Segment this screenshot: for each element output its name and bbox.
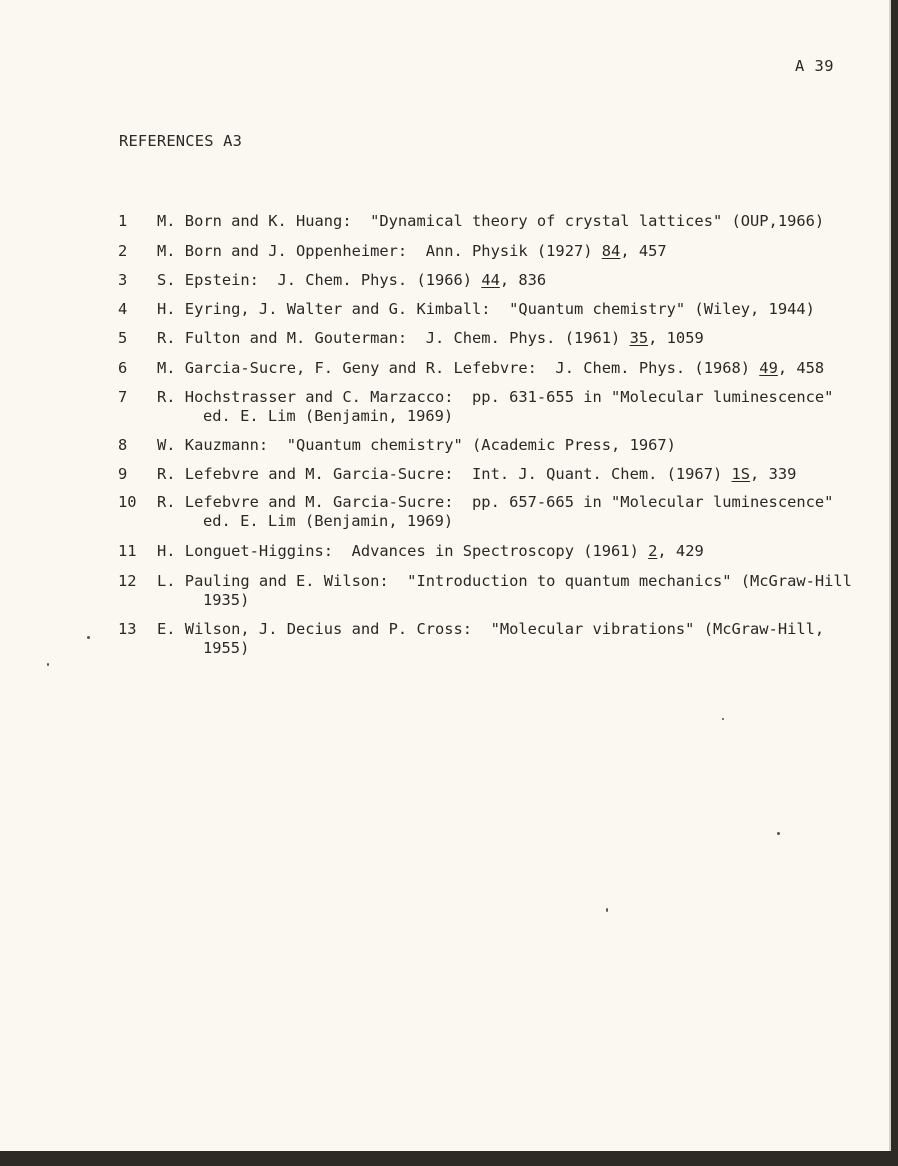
reference-line: R. Fulton and M. Gouterman: J. Chem. Phys. (1961) 35, 1059 [157, 329, 704, 347]
reference-line: S. Epstein: J. Chem. Phys. (1966) 44, 836 [157, 271, 547, 289]
reference-number: 13 [118, 620, 137, 638]
reference-number: 2 [118, 242, 128, 260]
reference-line: H. Longuet-Higgins: Advances in Spectroscopy (1961) 2, 429 [157, 542, 704, 560]
reference-number: 6 [118, 359, 128, 377]
reference-text [157, 212, 891, 231]
reference-text [157, 572, 891, 610]
reference-line: W. Kauzmann: "Quantum chemistry" (Academic Press, 1967) [157, 436, 676, 454]
volume-number: 2 [648, 542, 658, 560]
reference-line-continued: 1955) [203, 639, 250, 657]
reference-text [157, 620, 891, 658]
reference-text [157, 242, 891, 261]
reference-line: R. Lefebvre and M. Garcia-Sucre: Int. J. Quant. Chem. (1967) 1S, 339 [157, 465, 797, 483]
reference-text [157, 329, 891, 348]
reference-number: 9 [118, 465, 128, 483]
reference-line: M. Born and J. Oppenheimer: Ann. Physik (1927) 84, 457 [157, 242, 667, 260]
reference-number: 5 [118, 329, 128, 347]
reference-text [157, 436, 891, 455]
scan-speck [47, 663, 49, 666]
reference-text [157, 542, 891, 561]
reference-number: 11 [118, 542, 137, 560]
reference-line-continued: ed. E. Lim (Benjamin, 1969) [203, 512, 454, 530]
reference-text [157, 493, 891, 531]
reference-line: M. Born and K. Huang: "Dynamical theory of crystal lattices" (OUP,1966) [157, 212, 825, 230]
reference-line: E. Wilson, J. Decius and P. Cross: "Molecular vibrations" (McGraw-Hill, [157, 620, 825, 638]
volume-number: 84 [601, 242, 621, 260]
volume-number: 44 [481, 271, 500, 289]
reference-line: R. Lefebvre and M. Garcia-Sucre: pp. 657-665 in "Molecular luminescence" [157, 493, 834, 511]
reference-line: R. Hochstrasser and C. Marzacco: pp. 631-655 in "Molecular luminescence" [157, 388, 834, 406]
reference-text [157, 300, 891, 319]
reference-line: L. Pauling and E. Wilson: "Introduction to quantum mechanics" (McGraw-Hill [157, 572, 852, 590]
reference-number: 3 [118, 271, 128, 289]
reference-line: M. Garcia-Sucre, F. Geny and R. Lefebvre: J. Chem. Phys. (1968) 49, 458 [157, 359, 825, 377]
page-heading: REFERENCES A3 [119, 132, 243, 150]
reference-line-continued: ed. E. Lim (Benjamin, 1969) [203, 407, 454, 425]
reference-number: 4 [118, 300, 128, 318]
reference-number: 1 [118, 212, 128, 230]
reference-line: H. Eyring, J. Walter and G. Kimball: "Quantum chemistry" (Wiley, 1944) [157, 300, 815, 318]
volume-number: 1S [731, 465, 751, 483]
scan-speck [87, 636, 90, 639]
reference-number: 8 [118, 436, 128, 454]
volume-number: 49 [759, 359, 778, 377]
reference-text [157, 388, 891, 426]
reference-number: 10 [118, 493, 137, 511]
scan-speck [606, 908, 608, 912]
reference-number: 7 [118, 388, 128, 406]
volume-number: 35 [629, 329, 649, 347]
reference-line-continued: 1935) [203, 591, 250, 609]
reference-number: 12 [118, 572, 137, 590]
scan-speck [777, 832, 780, 835]
reference-text [157, 271, 891, 290]
reference-text [157, 465, 891, 484]
page-number: A 39 [795, 57, 835, 75]
scan-speck [722, 718, 724, 720]
reference-text [157, 359, 891, 378]
